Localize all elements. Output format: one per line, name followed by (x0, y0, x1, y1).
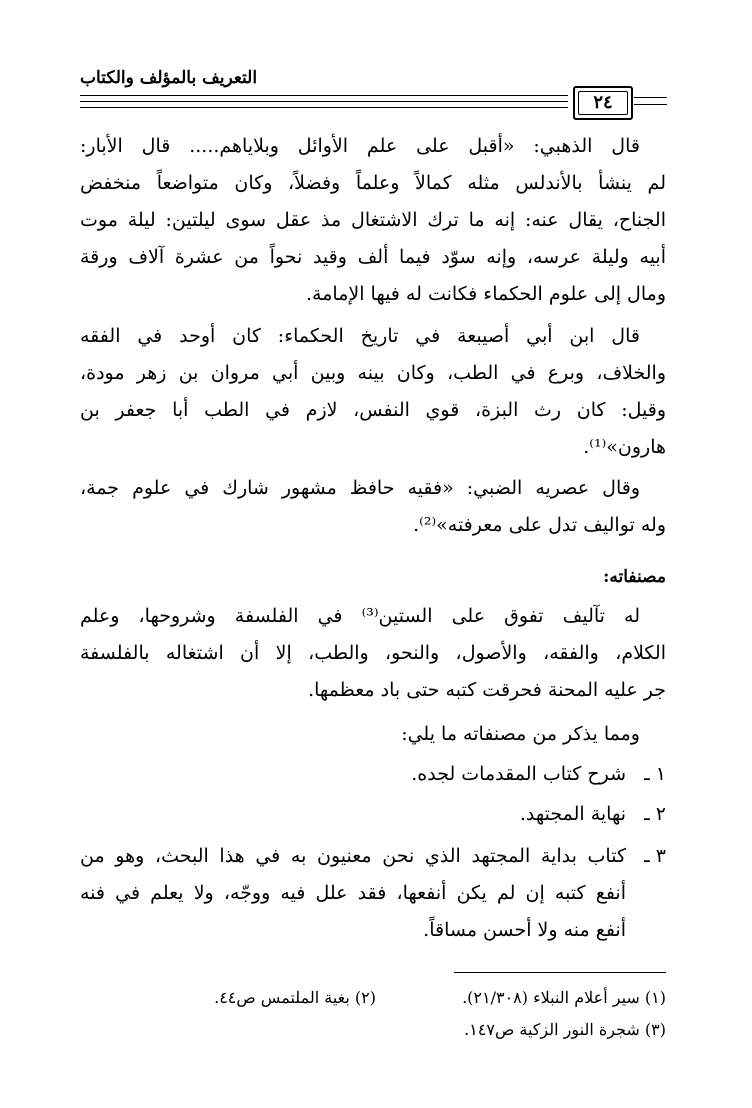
page-number: ٢٤ (593, 92, 613, 113)
text-line: أبيه وليلة عرسه، وإنه سوّد فيما ألف وقيد نحواً من عشرة آلاف ورقة (80, 246, 666, 268)
paragraph-ibn-abi-usaybia (80, 318, 666, 466)
header-rule (634, 97, 667, 98)
paragraph-dhahabi (80, 128, 666, 313)
page-number-box (573, 86, 633, 120)
list-item-number: ١ ـ (644, 763, 666, 785)
text-line: أنفع كتبه إن لم يكن أنفعها، فقد علل فيه ووجّه، ولا يعلم في فنه (80, 882, 626, 904)
footnote-1 (462, 984, 666, 1012)
list-item (80, 756, 666, 793)
paragraph-works (80, 598, 666, 709)
footnote-marker: (٢) (354, 988, 376, 1007)
footnote-marker: (١) (644, 988, 666, 1007)
text-line: هارون»⁽¹⁾. (583, 436, 666, 458)
footnote-3 (464, 1016, 666, 1044)
text-line: نهاية المجتهد. (519, 803, 626, 825)
header-rule (80, 101, 568, 102)
text-line: جر عليه المحنة فحرقت كتبه حتى باد معظمها. (308, 679, 666, 701)
paragraph-list-intro (80, 716, 666, 753)
text-line: والخلاف، وبرع في الطب، وكان بينه وبين أبي مروان بن زهر مودة، (80, 362, 666, 384)
footnote-marker: (٣) (644, 1020, 666, 1039)
text-line: الجناح، يقال عنه: إنه ما ترك الاشتغال مذ عقل سوى ليلتين: ليلة موت (80, 209, 666, 231)
header-rule (80, 95, 568, 96)
text-line: أنفع منه ولا أحسن مساقاً. (423, 919, 626, 941)
paragraph-dabbi (80, 470, 666, 544)
list-item-number: ٢ ـ (644, 803, 666, 825)
list-item-number: ٣ ـ (644, 845, 666, 867)
text-line: وقيل: كان رث البزة، قوي النفس، لازم في الطب أبا جعفر بن (80, 399, 666, 421)
footnote-text: شجرة النور الزكية ص١٤٧. (464, 1020, 640, 1039)
text-line: له تآليف تفوق على الستين⁽³⁾ في الفلسفة وشروحها، وعلم (80, 605, 640, 627)
section-heading-works: مصنفاته: (603, 567, 666, 587)
text-line: ومما يذكر من مصنفاته ما يلي: (401, 723, 640, 745)
header-rule (634, 104, 667, 105)
text-line: شرح كتاب المقدمات لجده. (411, 763, 626, 785)
text-line: كتاب بداية المجتهد الذي نحن معنيون به في هذا البحث، وهو من (80, 845, 626, 867)
footnote-2 (214, 984, 376, 1012)
text-line: لم ينشأ بالأندلس مثله كمالاً وعلماً وفضلاً، وكان متواضعاً منخفض (80, 172, 666, 194)
text-line: قال الذهبي: «أقبل على علم الأوائل وبلاياهم..... قال الأبار: (80, 135, 640, 157)
text-line: الكلام، والفقه، والأصول، والنحو، والطب، إلا أن اشتغاله بالفلسفة (80, 642, 666, 664)
footnote-separator (454, 972, 666, 973)
text-line: ومال إلى علوم الحكماء فكانت له فيها الإمامة. (306, 283, 666, 305)
text-line: وقال عصريه الضبي: «فقيه حافظ مشهور شارك في علوم جمة، (80, 477, 640, 499)
running-header-title: التعريف بالمؤلف والكتاب (80, 68, 258, 88)
footnote-text: سير أعلام النبلاء (٢١/٣٠٨). (462, 988, 640, 1007)
header-rule (80, 107, 568, 108)
footnote-text: بغية الملتمس ص٤٤. (214, 988, 350, 1007)
text-line: قال ابن أبي أصيبعة في تاريخ الحكماء: كان أوحد في الفقه (80, 325, 640, 347)
list-item (80, 796, 666, 833)
list-item (80, 838, 666, 949)
text-line: وله تواليف تدل على معرفته»⁽²⁾. (413, 514, 666, 536)
